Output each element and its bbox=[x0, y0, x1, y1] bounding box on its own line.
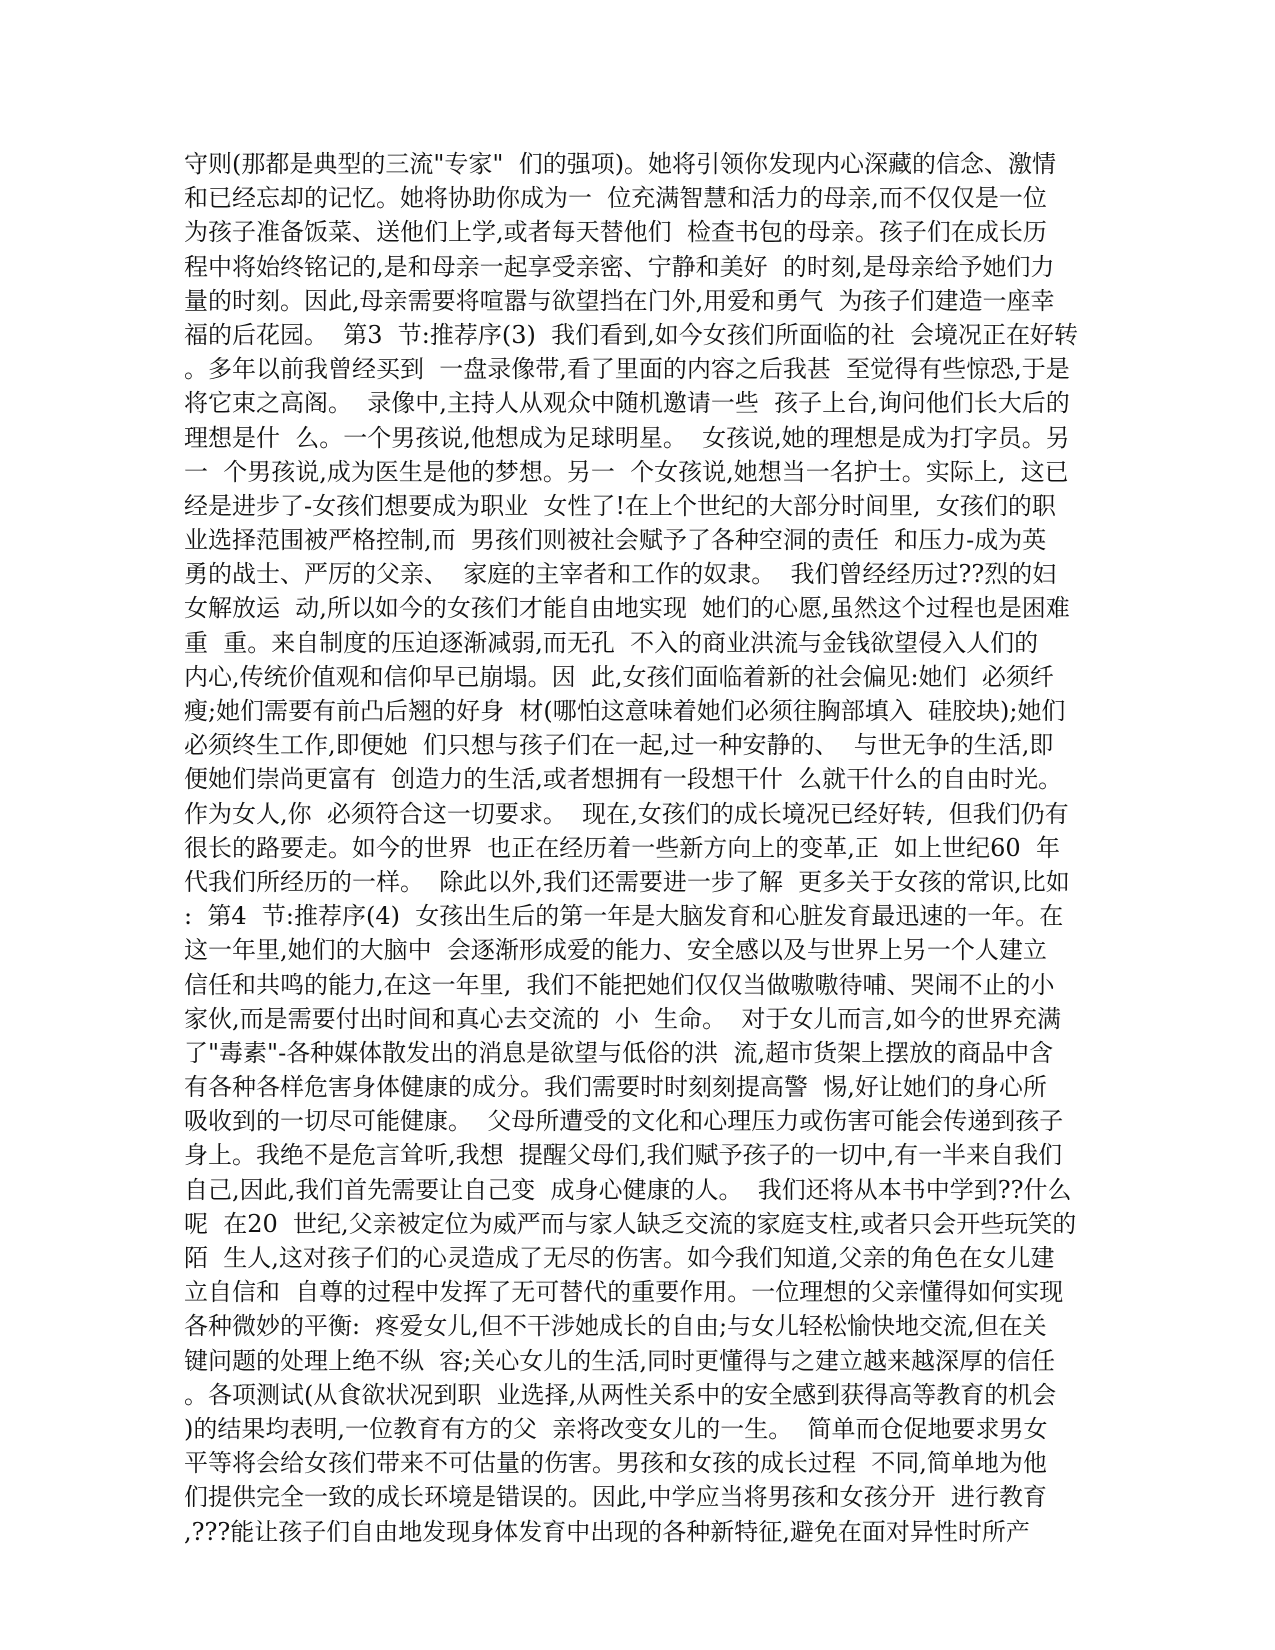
text-line: 吸收到的一切尽可能健康。 父母所遭受的文化和心理压力或伤害可能会传递到孩子 bbox=[184, 1107, 1064, 1136]
text-line: 勇的战士、严厉的父亲、 家庭的主宰者和工作的奴隶。 我们曾经经历过??烈的妇 bbox=[184, 560, 1057, 589]
text-line: 。多年以前我曾经买到 一盘录像带,看了里面的内容之后我甚 至觉得有些惊恐,于是 bbox=[184, 355, 1070, 384]
text-line: 程中将始终铭记的,是和母亲一起享受亲密、宁静和美好 的时刻,是母亲给予她们力 bbox=[184, 252, 1055, 281]
text-line: 理想是什 么。一个男孩说,他想成为足球明星。 女孩说,她的理想是成为打字员。另 bbox=[184, 423, 1070, 452]
text-line: 们提供完全一致的成长环境是错误的。因此,中学应当将男孩和女孩分开 进行教育 bbox=[184, 1483, 1047, 1512]
text-line: 代我们所经历的一样。 除此以外,我们还需要进一步了解 更多关于女孩的常识,比如 bbox=[184, 867, 1070, 896]
text-line: 福的后花园。 第3 节:推荐序(3) 我们看到,如今女孩们所面临的社 会境况正在好转 bbox=[184, 320, 1079, 349]
text-line: 信任和共鸣的能力,在这一年里, 我们不能把她们仅仅当做嗷嗷待哺、哭闹不止的小 bbox=[184, 970, 1055, 999]
text-line: 自己,因此,我们首先需要让自己变 成身心健康的人。 我们还将从本书中学到??什么 bbox=[184, 1175, 1072, 1204]
text-line: 平等将会给女孩们带来不可估量的伤害。男孩和女孩的成长过程 不同,简单地为他 bbox=[184, 1449, 1047, 1478]
text-line: 将它束之高阁。 录像中,主持人从观众中随机邀请一些 孩子上台,询问他们长大后的 bbox=[184, 389, 1070, 418]
text-line: 量的时刻。因此,母亲需要将喧嚣与欲望挡在门外,用爱和勇气 为孩子们建造一座幸 bbox=[184, 286, 1055, 315]
text-line: 女解放运 动,所以如今的女孩们才能自由地实现 她们的心愿,虽然这个过程也是困难 bbox=[184, 594, 1070, 623]
text-line: 作为女人,你 必须符合这一切要求。 现在,女孩们的成长境况已经好转, 但我们仍有 bbox=[184, 799, 1069, 828]
text-line: 必须终生工作,即便她 们只想与孩子们在一起,过一种安静的、 与世无争的生活,即 bbox=[184, 731, 1054, 760]
text-line: 家伙,而是需要付出时间和真心去交流的 小 生命。 对于女儿而言,如今的世界充满 bbox=[184, 1004, 1062, 1033]
text-line: 便她们崇尚更富有 创造力的生活,或者想拥有一段想干什 么就干什么的自由时光。 bbox=[184, 765, 1063, 794]
text-line: : 第4 节:推荐序(4) 女孩出生后的第一年是大脑发育和心脏发育最迅速的一年。在 bbox=[184, 902, 1064, 931]
text-line: 一 个男孩说,成为医生是他的梦想。另一 个女孩说,她想当一名护士。实际上, 这已 bbox=[184, 457, 1069, 486]
text-line: 这一年里,她们的大脑中 会逐渐形成爱的能力、安全感以及与世界上另一个人建立 bbox=[184, 936, 1047, 965]
text-line: 呢 在20 世纪,父亲被定位为威严而与家人缺乏交流的家庭支柱,或者只会开些玩笑的 bbox=[184, 1209, 1077, 1238]
text-line: 瘦;她们需要有前凸后翘的好身 材(哪怕这意味着她们必须往胸部填入 硅胶块);她们 bbox=[184, 697, 1066, 725]
text-line: ,???能让孩子们自由地发现身体发育中出现的各种新特征,避免在面对异性时所产 bbox=[184, 1517, 1030, 1546]
text-line: 立自信和 自尊的过程中发挥了无可替代的重要作用。一位理想的父亲懂得如何实现 bbox=[184, 1278, 1064, 1307]
text-line: 身上。我绝不是危言耸听,我想 提醒父母们,我们赋予孩子的一切中,有一半来自我们 bbox=[184, 1141, 1063, 1170]
text-line: 和已经忘却的记忆。她将协助你成为一 位充满智慧和活力的母亲,而不仅仅是一位 bbox=[184, 184, 1047, 213]
text-line: 内心,传统价值观和信仰早已崩塌。因 此,女孩们面临着新的社会偏见:她们 必须纤 bbox=[184, 662, 1054, 691]
text-line: 经是进步了-女孩们想要成为职业 女性了!在上个世纪的大部分时间里, 女孩们的职 bbox=[184, 491, 1056, 520]
text-line: 守则(那都是典型的三流"专家" 们的强项)。她将引领你发现内心深藏的信念、激情 bbox=[184, 150, 1057, 178]
body-text bbox=[184, 147, 1094, 1549]
text-line: 很长的路要走。如今的世界 也正在经历着一些新方向上的变革,正 如上世纪60 年 bbox=[184, 833, 1060, 862]
text-line: 业选择范围被严格控制,而 男孩们则被社会赋予了各种空洞的责任 和压力-成为英 bbox=[184, 526, 1047, 555]
text-line: 有各种各样危害身体健康的成分。我们需要时时刻刻提高警 惕,好让她们的身心所 bbox=[184, 1073, 1047, 1102]
text-line: 。各项测试(从食欲状况到职 业选择,从两性关系中的安全感到获得高等教育的机会 bbox=[184, 1380, 1057, 1409]
text-line: 陌 生人,这对孩子们的心灵造成了无尽的伤害。如今我们知道,父亲的角色在女儿建 bbox=[184, 1244, 1055, 1272]
text-line: 重 重。来自制度的压迫逐渐减弱,而无孔 不入的商业洪流与金钱欲望侵入人们的 bbox=[184, 628, 1039, 657]
text-line: )的结果均表明,一位教育有方的父 亲将改变女儿的一生。 简单而仓促地要求男女 bbox=[184, 1414, 1048, 1443]
text-line: 各种微妙的平衡: 疼爱女儿,但不干涉她成长的自由;与女儿轻松愉快地交流,但在关 bbox=[184, 1312, 1047, 1341]
text-line: 了"毒素"-各种媒体散发出的消息是欲望与低俗的洪 流,超市货架上摆放的商品中含 bbox=[184, 1038, 1054, 1067]
text-line: 键问题的处理上绝不纵 容;关心女儿的生活,同时更懂得与之建立越来越深厚的信任 bbox=[184, 1346, 1055, 1375]
text-line: 为孩子准备饭菜、送他们上学,或者每天替他们 检查书包的母亲。孩子们在成长历 bbox=[184, 218, 1047, 247]
